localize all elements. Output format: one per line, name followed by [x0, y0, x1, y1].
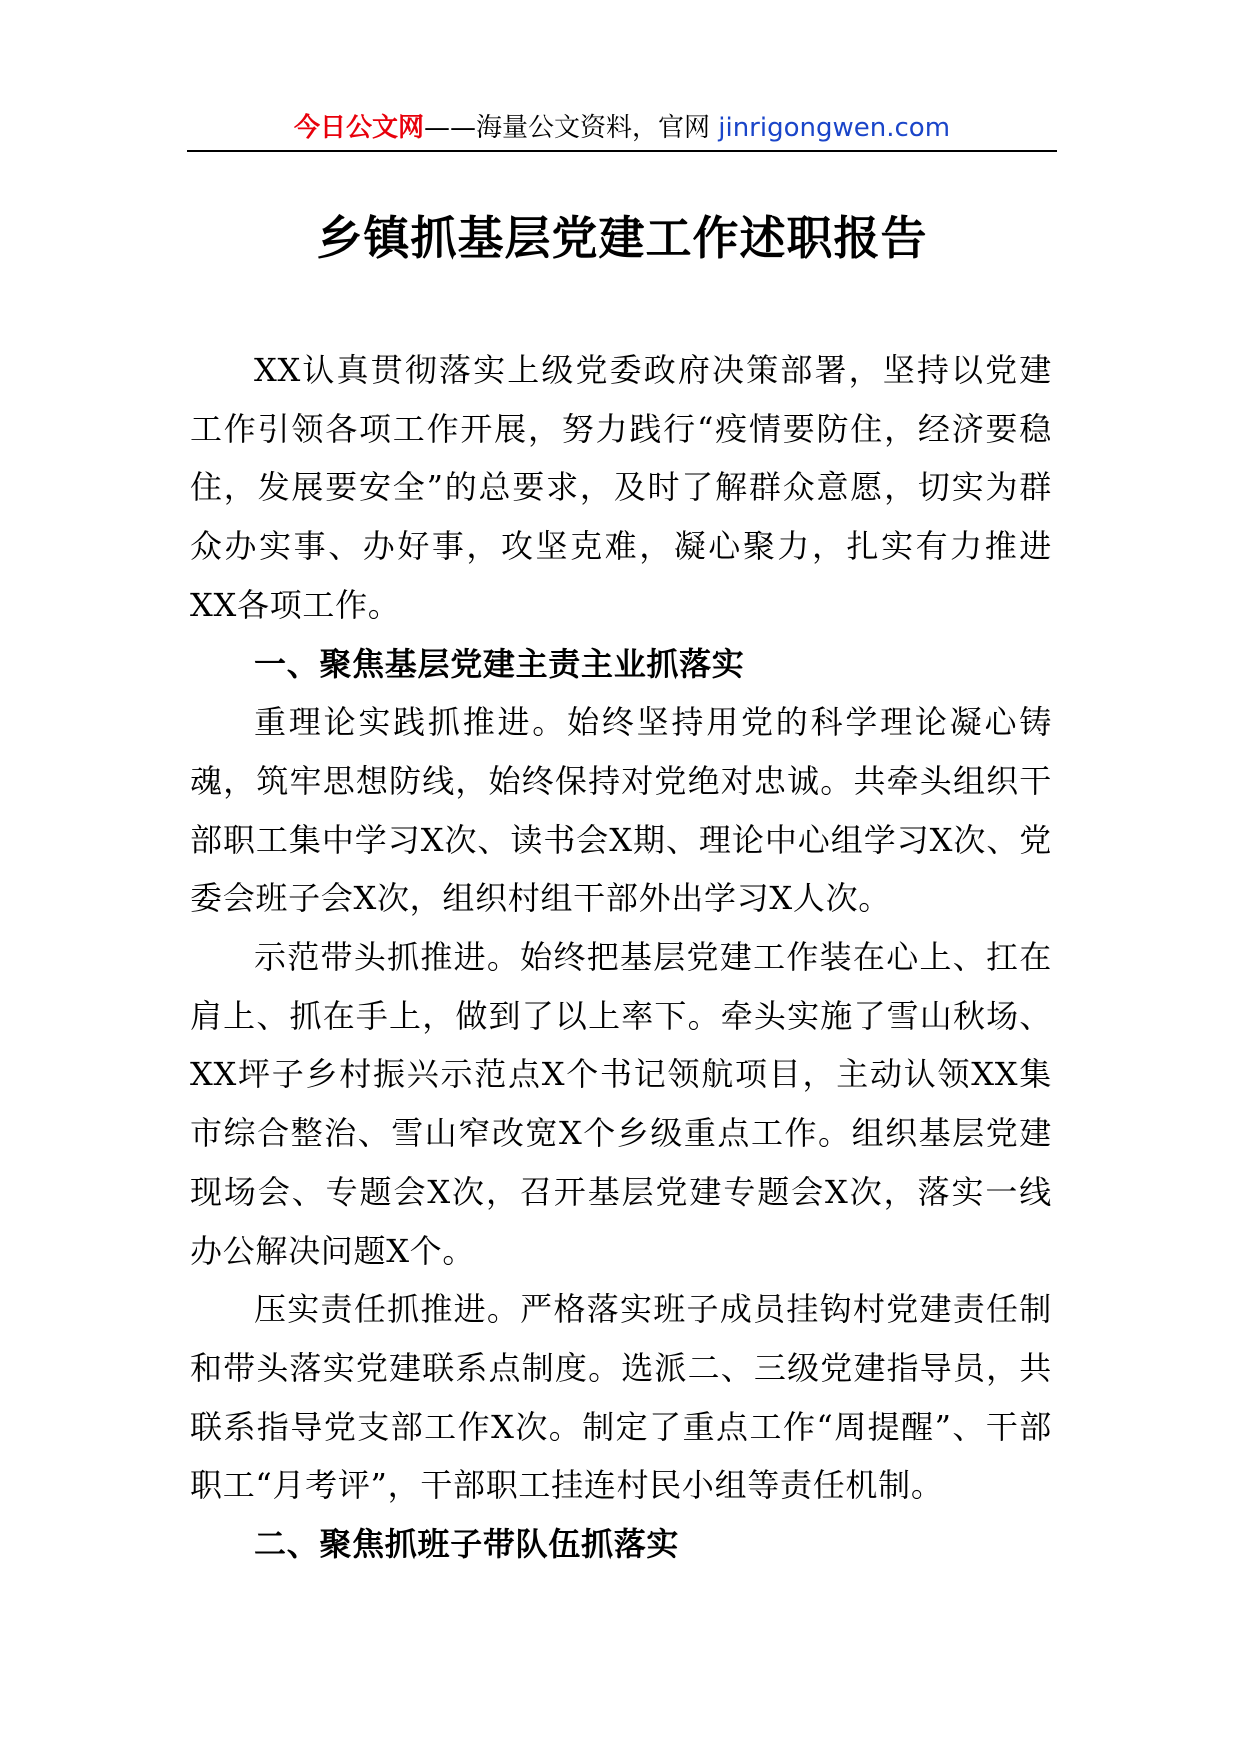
section-heading-2: 二、聚焦抓班子带队伍抓落实 — [254, 1525, 680, 1564]
intro-paragraph: XX认真贯彻落实上级党委政府决策部署，坚持以党建工作引领各项工作开展，努力践行“疫情要防住，经济要稳住，发展要安全”的总要求，及时了解群众意愿，切实为群众办实事、办好事，攻坚克难，凝心聚力，扎实有力推进XX各项工作。 — [190, 351, 1052, 624]
body-paragraph-2: 示范带头抓推进。始终把基层党建工作装在心上、扛在肩上、抓在手上，做到了以上率下。牵头实施了雪山秋场、XX坪子乡村振兴示范点X个书记领航项目，主动认领XX集市综合整治、雪山窄改宽X个乡级重点工作。组织基层党建现场会、专题会X次，召开基层党建专题会X次，落实一线办公解决问题X个。 — [190, 938, 1052, 1270]
site-header — [187, 108, 1057, 148]
site-url[interactable]: jinrigongwen.com — [718, 113, 951, 143]
document-title: 乡镇抓基层党建工作述职报告 — [316, 211, 928, 265]
body-paragraph-3: 压实责任抓推进。严格落实班子成员挂钩村党建责任制和带头落实党建联系点制度。选派二、三级党建指导员，共联系指导党支部工作X次。制定了重点工作“周提醒”、干部职工“月考评”，干部职工挂连村民小组等责任机制。 — [190, 1290, 1052, 1505]
header-divider — [187, 150, 1057, 152]
site-tagline: ——海量公文资料，官网 — [423, 113, 719, 143]
site-brand: 今日公文网 — [293, 113, 424, 143]
section-heading-1: 一、聚焦基层党建主责主业抓落实 — [254, 644, 745, 683]
body-paragraph-1: 重理论实践抓推进。始终坚持用党的科学理论凝心铸魂，筑牢思想防线，始终保持对党绝对忠诚。共牵头组织干部职工集中学习X次、读书会X期、理论中心组学习X次、党委会班子会X次，组织村组干部外出学习X人次。 — [190, 703, 1052, 918]
document-body — [190, 341, 1052, 1574]
